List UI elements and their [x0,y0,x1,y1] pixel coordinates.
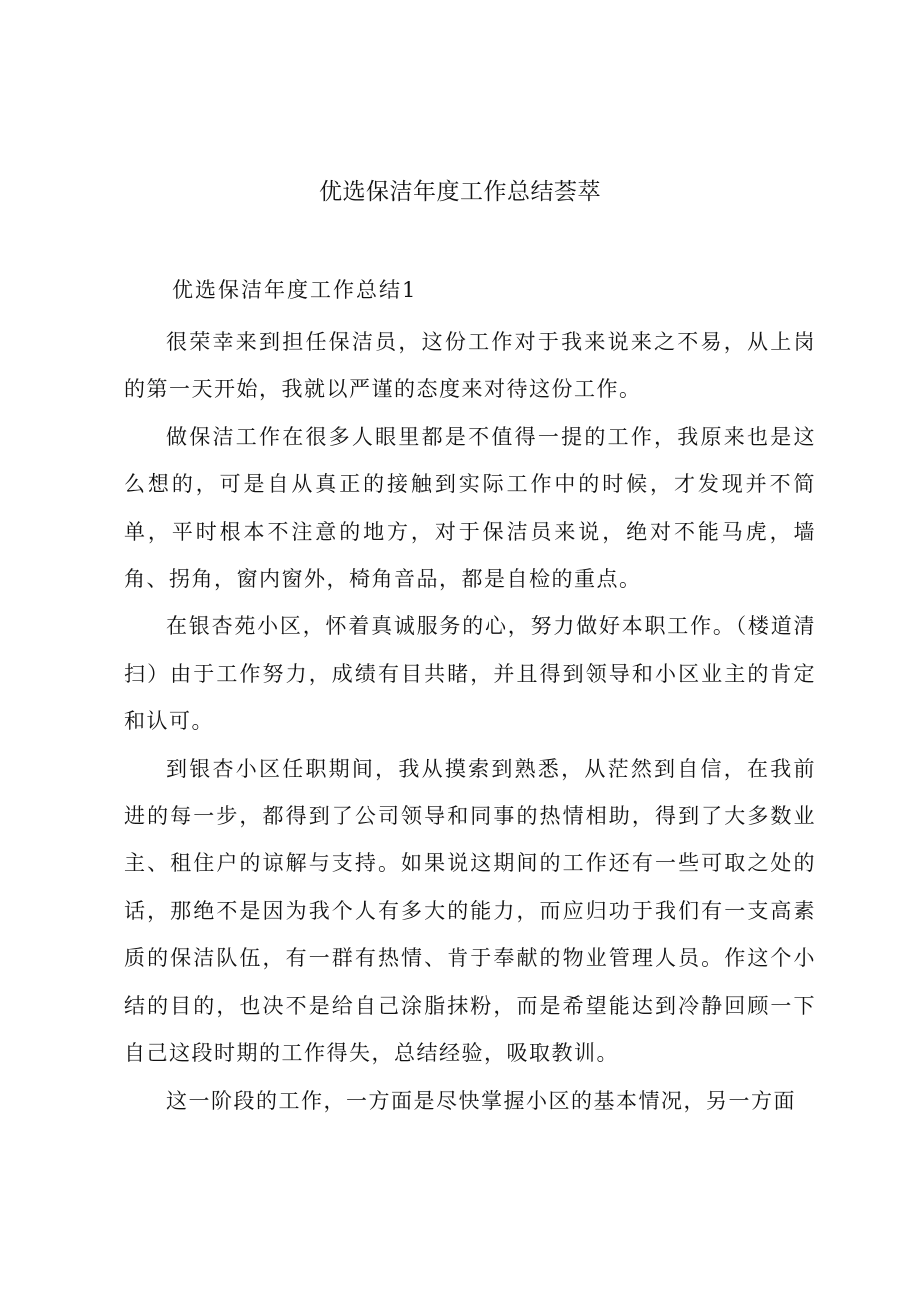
paragraph-3: 在银杏苑小区，怀着真诚服务的心，努力做好本职工作。（楼道清扫）由于工作努力，成绩有目共睹，并且得到领导和小区业主的肯定和认可。 [124,614,816,734]
paragraph-1: 很荣幸来到担任保洁员，这份工作对于我来说来之不易，从上岗的第一天开始，我就以严谨的态度来对待这份工作。 [124,330,816,402]
paragraph-2: 做保洁工作在很多人眼里都是不值得一提的工作，我原来也是这么想的，可是自从真正的接触到实际工作中的时候，才发现并不简单，平时根本不注意的地方，对于保洁员来说，绝对不能马虎，墙角、拐角，窗内窗外，椅角音品，都是自检的重点。 [124,424,816,592]
document-title: 优选保洁年度工作总结荟萃 [319,179,601,205]
body-text [124,319,816,1125]
paragraph-4: 到银杏小区任职期间，我从摸索到熟悉，从茫然到自信，在我前进的每一步，都得到了公司领导和同事的热情相助，得到了大多数业主、租住户的谅解与支持。如果说这期间的工作还有一些可取之处的话，那绝不是因为我个人有多大的能力，而应归功于我们有一支高素质的保洁队伍，有一群有热情、肯于奉献的物业管理人员。作这个小结的目的，也决不是给自己涂脂抹粉，而是希望能达到冷静回顾一下自己这段时期的工作得失，总结经验，吸取教训。 [124,756,816,1066]
section-heading: 优选保洁年度工作总结1 [172,278,418,302]
paragraph-5: 这一阶段的工作，一方面是尽快掌握小区的基本情况，另一方面 [166,1088,796,1113]
